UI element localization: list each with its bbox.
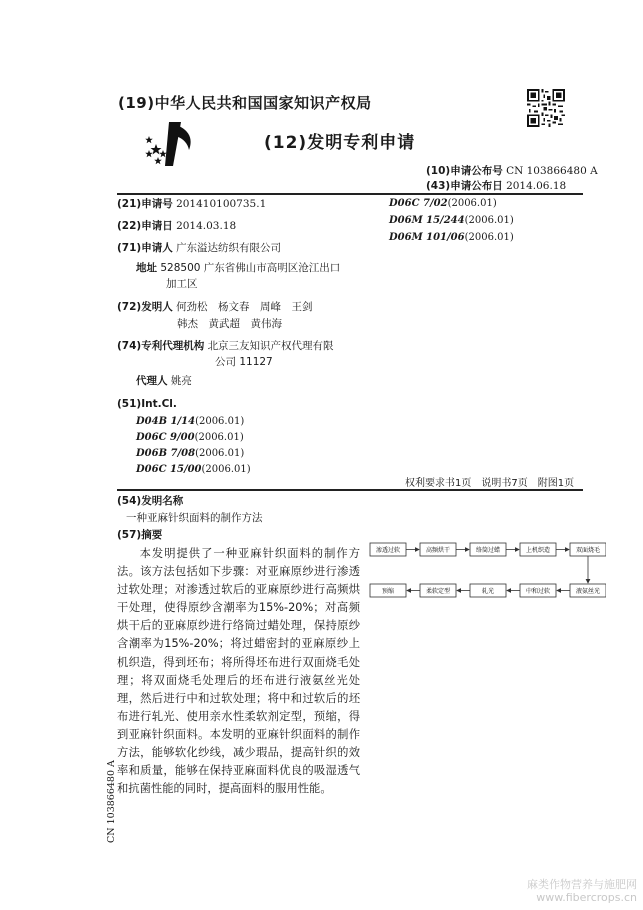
flow-step-label: 上机织造 [525,547,551,554]
left-ipc-row [136,416,244,427]
watermark-line-2: www.fibercrops.cn [536,891,637,904]
agent-label: 代理人 [136,375,168,387]
right-ipc-row [389,198,497,209]
flow-step-label: 高频烘干 [425,547,451,554]
ipc-code: D06C 7/02 [389,198,448,209]
address-label: 地址 [136,262,157,274]
publication-number-label: (10)申请公布号 [426,165,503,177]
office-name: (19)中华人民共和国国家知识产权局 [118,94,372,112]
document-type: (12)发明专利申请 [264,133,416,153]
biblio-divider [117,489,583,491]
ipc-version: (2006.01) [194,432,244,443]
application-number: 201410100735.1 [176,198,267,210]
agent-name: 姚亮 [170,375,192,387]
ipc-code: D06B 7/08 [136,448,196,459]
header-divider [117,193,583,195]
right-ipc-row [389,232,514,243]
flow-step-label: 中和过软 [525,588,551,595]
ipc-code: D06C 15/00 [136,464,202,475]
applicant-row [117,241,281,255]
publication-number: CN 103866480 A [506,165,598,177]
publication-date: 2014.06.18 [506,180,567,192]
agency-line-1: 北京三友知识产权代理有限 [207,340,334,352]
publication-number-row [426,163,598,178]
abstract-label [117,528,162,542]
ipc-version: (2006.01) [201,464,251,475]
publication-date-row [426,178,566,193]
address-row [136,261,340,275]
abstract-body [117,545,360,798]
invention-title: 一种亚麻针织面料的制作方法 [126,512,263,524]
watermark [527,878,637,904]
ipc-code: D06M 15/244 [389,215,465,226]
ipc-code: D06M 101/06 [389,232,465,243]
inventors-row [117,300,313,314]
flow-step-label: 柔软定型 [425,588,451,595]
ipc-version: (2006.01) [195,416,245,427]
application-date: 2014.03.18 [176,220,237,232]
inventors-line-1: 何劲松 杨文春 周峰 王剑 [176,301,313,313]
inventors-label: (72)发明人 [117,301,173,313]
left-ipc-row [136,464,251,475]
flow-step-label: 络筒过蜡 [475,547,501,554]
applicant-name: 广东溢达纺织有限公司 [176,242,282,254]
address-line-2: 加工区 [166,278,198,290]
flow-step-label: 预缩 [381,588,395,595]
intcl-label [117,397,177,411]
agency-label: (74)专利代理机构 [117,340,205,352]
pages-summary: 权利要求书1页 说明书7页 附图1页 [405,478,575,489]
application-number-label: (21)申请号 [117,198,173,210]
flow-step-label: 轧光 [481,588,495,595]
ipc-version: (2006.01) [195,448,245,459]
inventors-line-2: 韩杰 黄武超 黄伟海 [177,318,282,330]
abstract-text: 本发明提供了一种亚麻针织面料的制作方法。该方法包括如下步骤：对亚麻原纱进行渗透过软处理；对渗透过软后的亚麻原纱进行高频烘干处理，使得原纱含潮率为15%-20%；对高频烘干后的亚麻原纱进行络筒过蜡处理，保持原纱含潮率为15%-20%；将过蜡密封的亚麻原纱上机织造，得到坯布；将所得坯布进行双面烧毛处理；将双面烧毛处理后的坯布进行液氨丝光处理，然后进行中和过软处理；将中和过软后的坯布进行轧光、使用亲水性柔软剂定型，预缩，得到亚麻针织面料。本发明的亚麻针织面料的制作方法，能够软化纱线，减少瑕品，提高针织的效率和质量，能够在保持亚麻面料优良的吸湿透气和抗菌性能的同时，提高面料的服用性能。 [117,547,360,796]
application-date-row [117,219,236,233]
title-label-text: (54)发明名称 [117,495,184,507]
intcl-label-text: (51)Int.Cl. [117,398,177,410]
ipc-version: (2006.01) [447,198,497,209]
address-line-1: 528500 广东省佛山市高明区沧江出口 [160,262,341,274]
application-date-label: (22)申请日 [117,220,173,232]
title-label [117,494,183,508]
agency-row [117,339,334,353]
left-ipc-row [136,432,244,443]
flow-step-label: 渗透过软 [375,547,401,554]
application-number-row [117,197,266,211]
ipc-version: (2006.01) [464,232,514,243]
qr-code [527,89,565,127]
flow-step-label: 双面烧毛 [575,547,601,554]
left-ipc-row [136,448,244,459]
process-flowchart [366,530,606,610]
agent-row [136,374,192,388]
right-ipc-row [389,215,514,226]
side-publication-number: CN 103866480 A [106,760,117,843]
ipc-code: D04B 1/14 [136,416,196,427]
applicant-label: (71)申请人 [117,242,173,254]
watermark-line-1: 麻类作物营养与施肥网 [527,878,637,891]
sipo-logo [143,120,199,168]
ipc-version: (2006.01) [464,215,514,226]
agency-line-2: 公司 11127 [215,356,273,368]
abstract-label-text: (57)摘要 [117,529,163,541]
flow-step-label: 液氨丝光 [575,588,601,595]
publication-date-label: (43)申请公布日 [426,180,503,192]
ipc-code: D06C 9/00 [136,432,195,443]
